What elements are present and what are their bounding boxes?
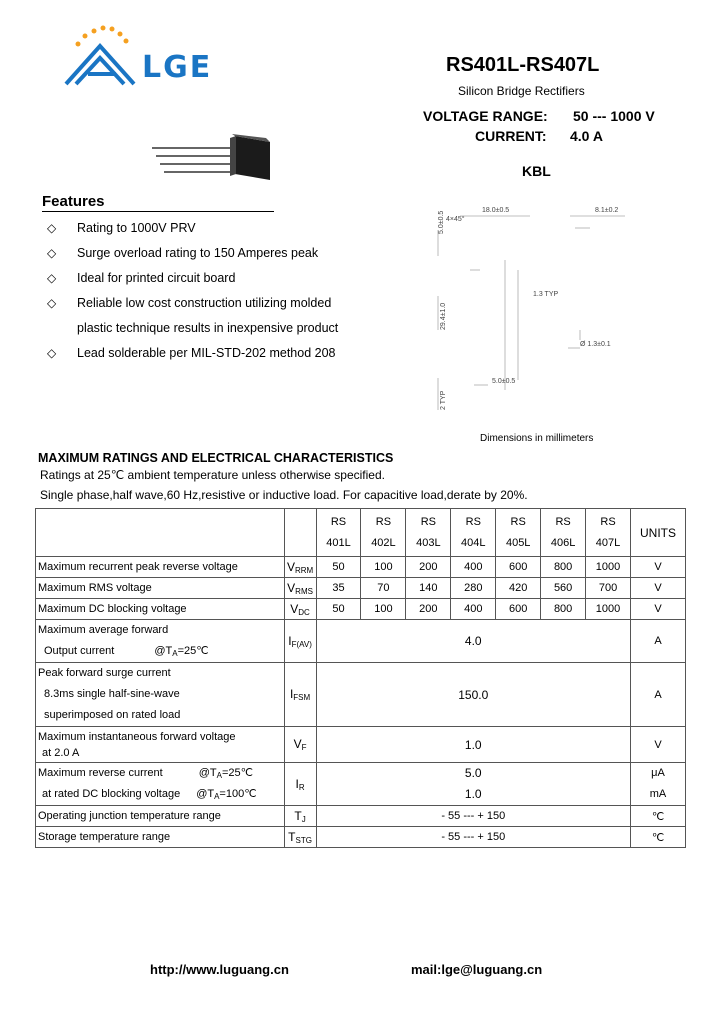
table-row: Maximum average forward Output current $@T_A=25℃$ $I_{F(AV)}$ 4.0 A: [36, 620, 686, 663]
logo-text: LGE: [142, 50, 213, 85]
feature-item: ◇ Lead solderable per MIL-STD-202 method 208: [42, 341, 338, 366]
dimension-label: Ø 1.3±0.1: [580, 341, 611, 348]
table-row: Maximum recurrent peak reverse voltage $V_{RRM}$ 50 100 200 400 600 800 1000 V: [36, 557, 686, 578]
feature-item: ◇ Reliable low cost construction utilizing molded: [42, 291, 338, 316]
diagram-caption: Dimensions in millimeters: [480, 433, 594, 444]
page-title: RS401L-RS407L: [446, 54, 600, 76]
dimension-label: 29.4±1.0: [440, 302, 447, 330]
units-header: UNITS: [631, 509, 686, 557]
dimension-diagram: [430, 200, 670, 420]
feature-item: plastic technique results in inexpensive product: [77, 321, 339, 335]
model-header: RS 406L: [541, 509, 586, 557]
features-heading: Features: [42, 193, 105, 210]
table-row: Maximum reverse current $@T_A=25℃$ at rated DC blocking voltage $@T_A=100℃$ $I_R$ 5.0 1.0 μA mA: [36, 763, 686, 806]
table-row: Maximum DC blocking voltage $V_{DC}$ 50 100 200 400 600 800 1000 V: [36, 599, 686, 620]
dimension-label: 18.0±0.5: [482, 207, 510, 214]
feature-item: ◇ Ideal for printed circuit board: [42, 266, 338, 291]
table-row: Maximum instantaneous forward voltage at 2.0 A $V_F$ 1.0 V: [36, 727, 686, 763]
voltage-label: VOLTAGE RANGE:: [423, 108, 548, 124]
logo-mark-icon: [60, 22, 140, 92]
diamond-bullet-icon: ◇: [47, 346, 57, 360]
table-row: Operating junction temperature range $T_J$ - 55 --- + 150 ℃: [36, 806, 686, 827]
model-header: RS 407L: [586, 509, 631, 557]
voltage-value: 50 --- 1000 V: [573, 108, 655, 124]
table-row: Storage temperature range $T_{STG}$ - 55 --- + 150 ℃: [36, 827, 686, 848]
dimension-label: 4×45°: [446, 216, 465, 223]
page-subtitle: Silicon Bridge Rectifiers: [458, 84, 585, 98]
dimension-label: 5.0±0.5: [438, 210, 445, 234]
model-header: RS 402L: [361, 509, 406, 557]
ratings-table: [35, 508, 686, 848]
dimension-lines: [430, 200, 670, 420]
dimension-label: 2 TYP: [440, 390, 447, 410]
table-row: Peak forward surge current 8.3ms single half-sine-wave superimposed on rated load $I_{FSM}$ 150.0 A: [36, 663, 686, 727]
diamond-bullet-icon: ◇: [47, 271, 57, 285]
ratings-note: Ratings at 25℃ ambient temperature unless otherwise specified.: [40, 468, 385, 482]
website-link[interactable]: http://www.luguang.cn: [150, 962, 289, 977]
model-header: RS 403L: [406, 509, 451, 557]
diamond-bullet-icon: ◇: [47, 246, 57, 260]
diamond-bullet-icon: ◇: [47, 221, 57, 235]
current-value: 4.0 A: [570, 128, 603, 144]
dimension-label: 1.3 TYP: [533, 291, 559, 298]
table-row: Maximum RMS voltage $V_{RMS}$ 35 70 140 280 420 560 700 V: [36, 578, 686, 599]
logo: [60, 22, 240, 92]
feature-item: ◇ Rating to 1000V PRV: [42, 216, 338, 241]
model-header: RS 401L: [316, 509, 361, 557]
current-label: CURRENT:: [475, 128, 547, 144]
feature-item: ◇ Surge overload rating to 150 Amperes peak: [42, 241, 338, 266]
model-header: RS 405L: [496, 509, 541, 557]
dimension-label: 5.0±0.5: [492, 378, 516, 385]
email-link[interactable]: mail:lge@luguang.cn: [411, 962, 543, 977]
features-underline: [42, 211, 274, 212]
component-image: [150, 130, 280, 190]
dimension-label: 8.1±0.2: [595, 207, 619, 214]
features-list: [42, 216, 338, 366]
model-header: RS 404L: [451, 509, 496, 557]
package-label: KBL: [522, 163, 551, 179]
ratings-heading: MAXIMUM RATINGS AND ELECTRICAL CHARACTERISTICS: [38, 451, 394, 465]
table-header-row: [36, 509, 686, 557]
diamond-bullet-icon: ◇: [47, 296, 57, 310]
ratings-note: Single phase,half wave,60 Hz,resistive or inductive load. For capacitive load,derate by 20%.: [40, 488, 528, 502]
